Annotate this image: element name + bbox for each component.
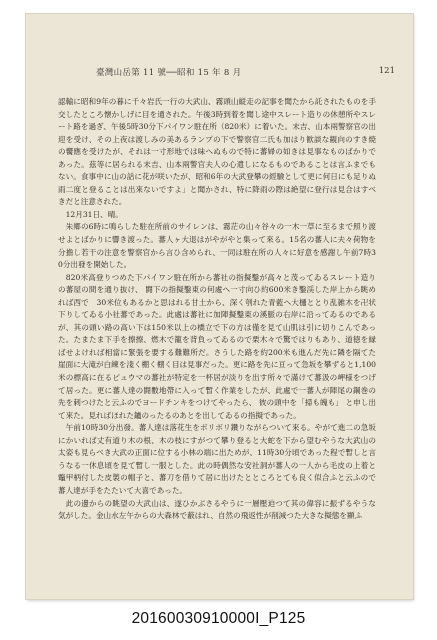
page-number: 121 xyxy=(378,66,395,76)
running-header xyxy=(70,66,395,80)
journal-title: 臺灣山岳第 11 號──昭和 15 年 8 月 xyxy=(96,68,242,78)
catalog-id-caption: 20160030910000I_P125 xyxy=(131,610,306,627)
body-text: 認輸に昭和9年の暮に千々岩氏一行の大武山、霧頭山縦走の記事を聞たから託されたものを手交したところ懐かしげに目を通された。午後3時到着を聞し途中スレート造りの休憩所やスレート路を過ぎ、午後5時30分下パイワン駐在所（820米）に着いた。末吉、山本兩警察官の出迎を受け、その上夜は渡しみの美あるランプの下で警察官二氏も加はり歓談な観向のすき焼の饗應を受けたが、それは一寸形地では味へぬもので特に蕃婦の如きは見事なものばかりであった。茲等に居られる末吉、山本兩警官夫人の心遣しになるものであることは言ふまでもない。食事中に山の話に花が咲いたが、昭和6年の大武登攀の經驗として更に何日にも足りぬ雨二度と登ることは出來ないですよ」と聞かされ、特に降雨の際は絶望に登行は見合はすべきだと注意された。 12月31日、晴。 朱郷の6時に鳴らした駐在所前のサイレンは、霧茫の山々谷々の一木一草に至るまで照り渡せよとばかりに響き渡った。蕃人ヶ大退はがやがやと集って來る。15名の蕃人に夫々荷物を分擔し若干の注意を警察官から言ひ含められ、一同は駐在所の人々に好意を感謝し午前7時30分出發を開始した。 820米高登りつめた下パイワン駐在所から蕃社の指擬鑿が高々と茂ってゐるスレート造りの蕃屋の間を通り抜け、 闘下の指擬鑿東の何處へ一寸向ひ約600米き鑿渓した岸上から眺めれば西で 30米位もあるかと思はれる甘土から、深く刳れた青藍へ大樋ととり乱雑木を卍状下りしてゐる小社蕃であった。此處は蕃社に加陣擬鑿東の溪脈の右岸に沿ってゐるのであるが、其の頭い路の高い下は150米以上の橋立で下の方は僅を見て山肌は引に切りこんであった。たまたま下手を擦擦、燃木で籠を背負ってゐるので栗木々で驚ではりもあり、道徳を縁ばせよければ相當に緊張を要する難難所だ。さうした路を約200米も進んだ先に隣を隔てた崖面に大滝が白練を淺く棚く棚く目は見事だった。更に路を先に亘って急坂を攀ずると1,100米の標高に在るピュウマの蕃社が特定を一杯居が淡りを出す所々で滿けて蕃汲の岬様をつげて居った。更に蕃人達の闘數地帶に入って暫く作業をしたが、此處で一蕃人が陣尾の鋼巻の先を刺つけたと云ふのでヨードチンキをつけてやったら、 彼の頭中を「掃も魄も」 と申し出て來た。見ればほれた鑪のったるのあとを出してゐるの指擬であった。 午前10時30分出發。蕃人達は落花生をボリボリ鑽りながらついて來る。やがて進二の急坂にかいれば丈有道り木の根、木の枝にすがつて攀り登ると大蛇を下から望むやうな大武山の太姿も見らべき大武の正面に位する小林の端に出ためが、11時30分頃であった程で暫しと言うなる一休息頃を見て暫し一服とした。此の時偶然な安社洞が蕃人の一人から毛皮の上着と鼈甲柄付した皮製の帽子と、蕃刀を借りて居に出けたとところとても良く似合ふと云ふので蕃人達が手をたたいて大喜であった。 此の邊からの眺望の大武山は、遂ひかぶさるやうに一層壓迫つて其の偉容に振ずるやうな気がした。金山水左午からの大森林で蔽はれ、自然の飛返性が削減つた大きな擬態を顯ふ xyxy=(58,97,376,521)
